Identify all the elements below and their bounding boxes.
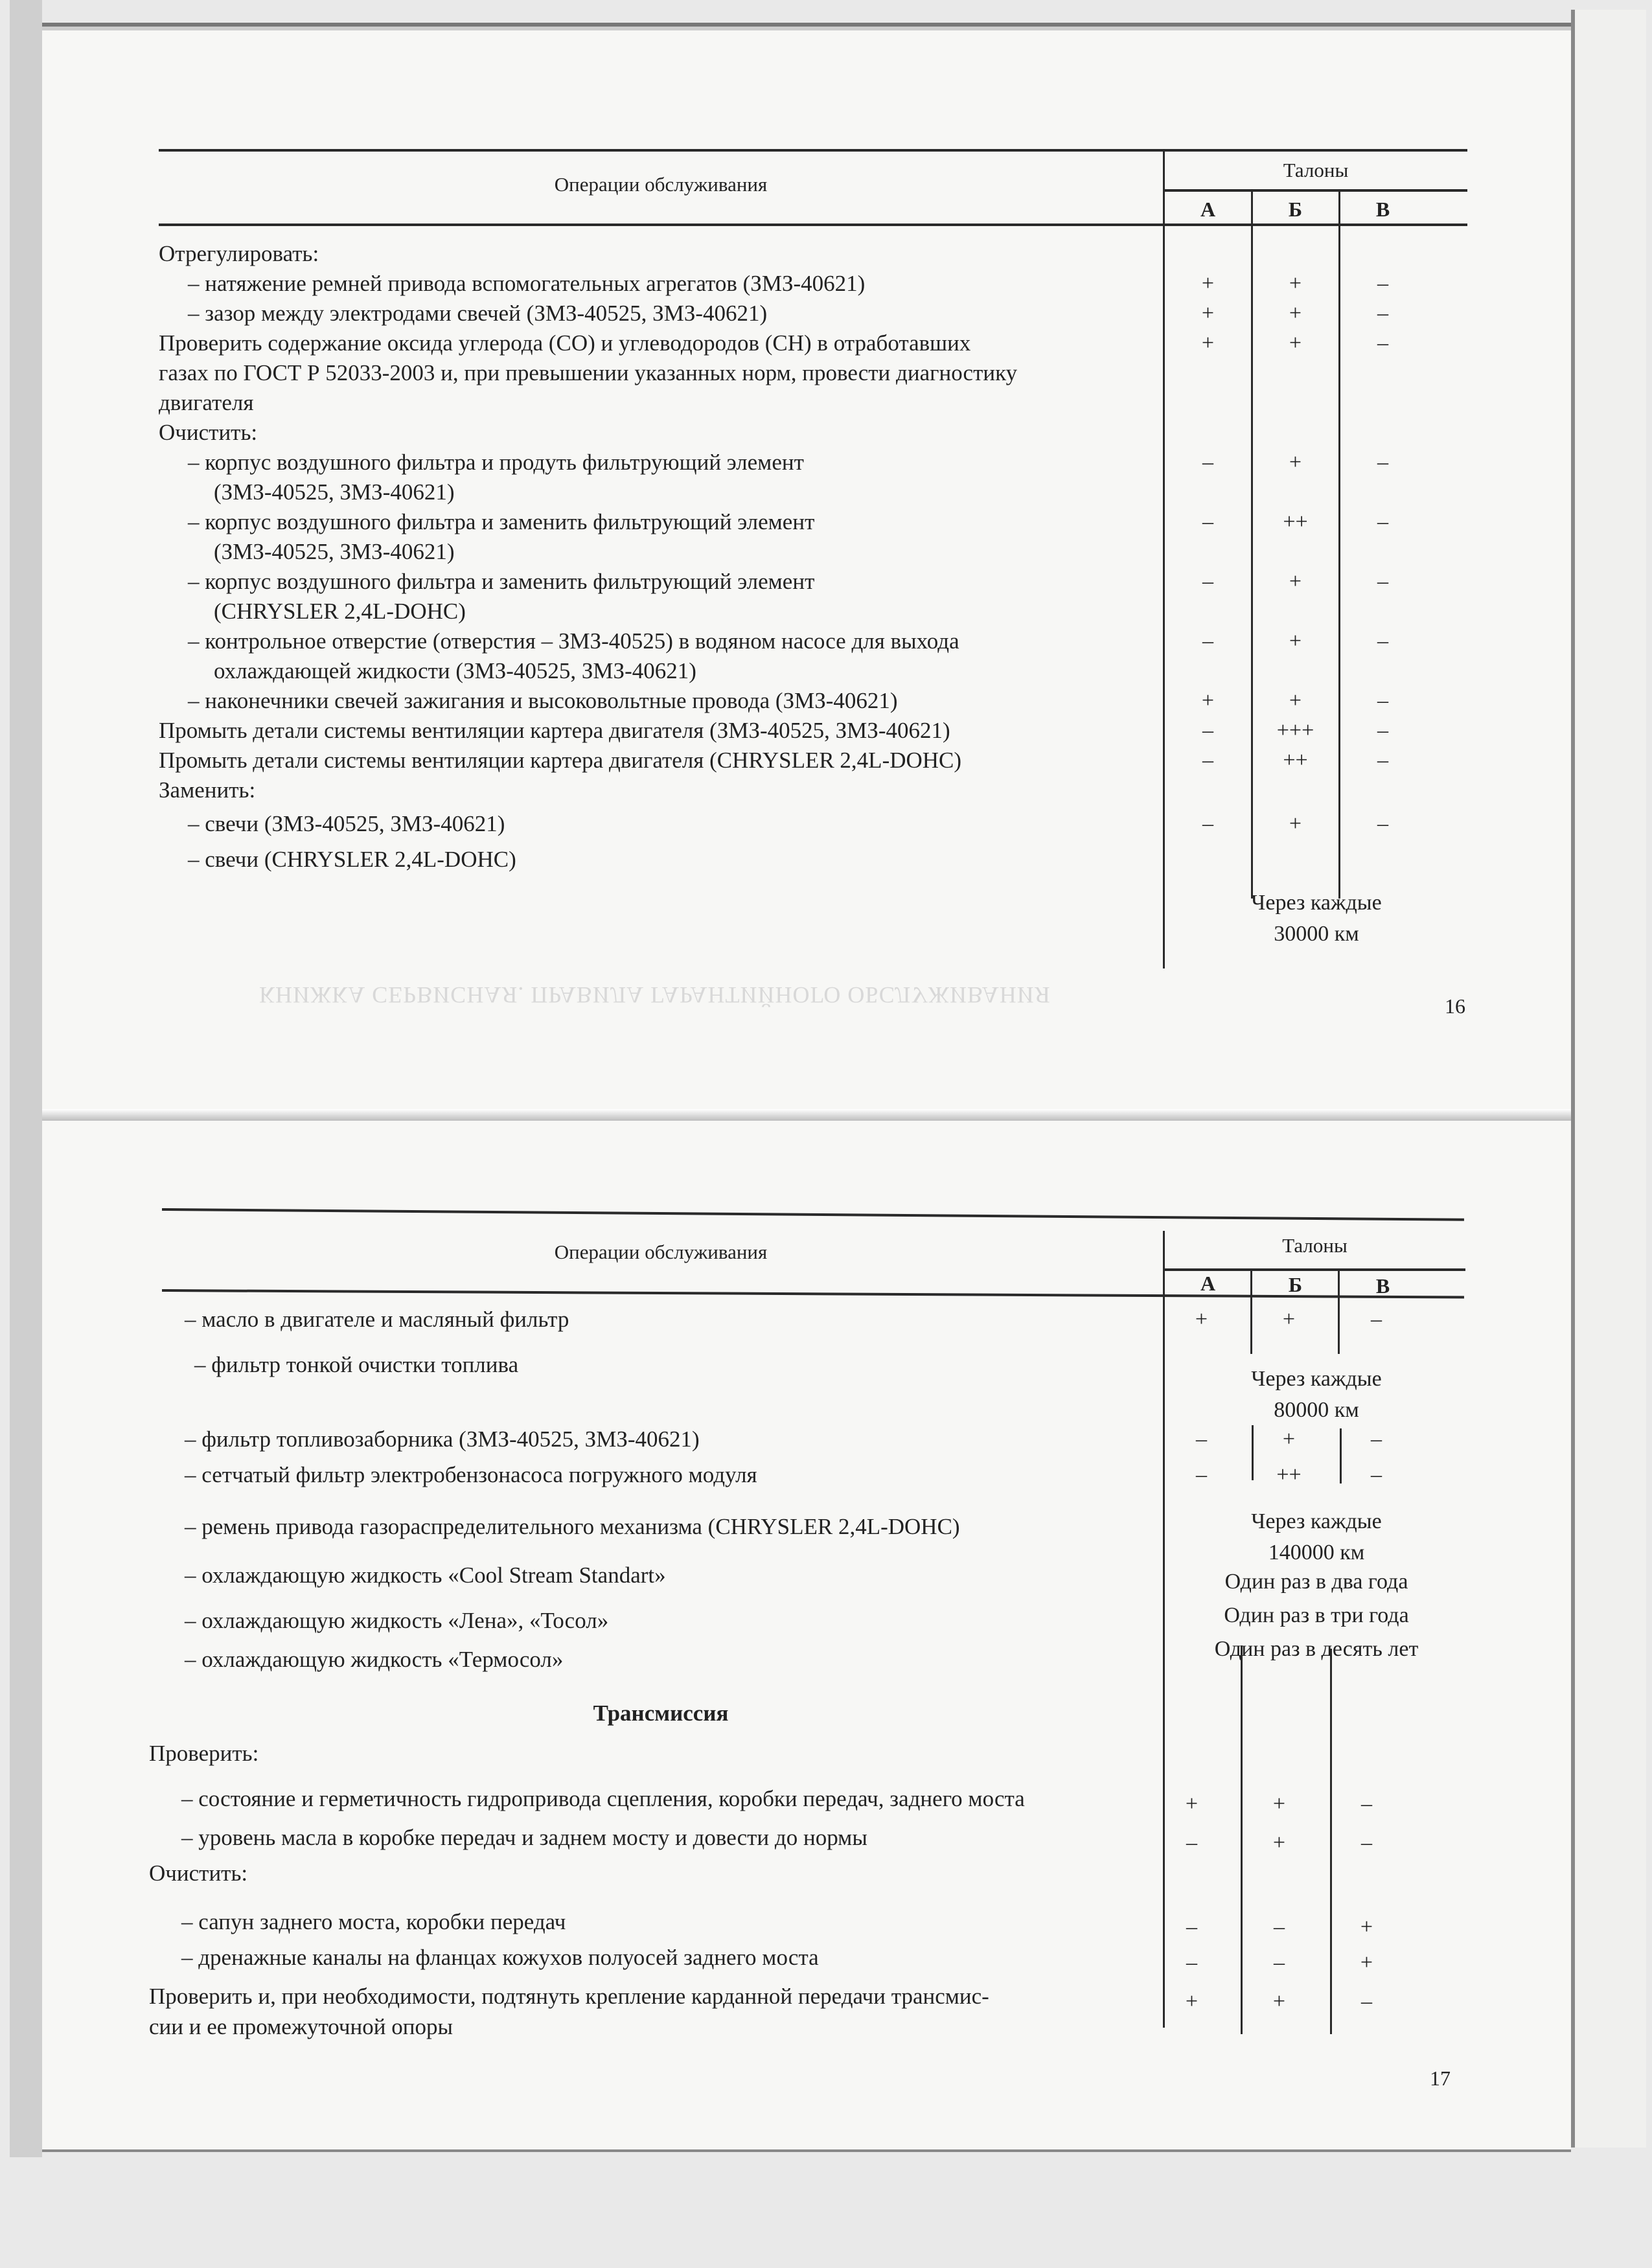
header-coupons: Талоны [1282,1234,1348,1257]
coupon-v-mark: – [1377,689,1388,713]
interval-note-80000 [1164,1364,1469,1426]
binding-edge [1571,10,1646,2148]
coupon-a-mark: + [1185,1989,1199,2013]
operation-text: – свечи (CHRYSLER 2,4L-DOHC) [188,847,516,872]
coupon-a-mark: – [1196,1427,1207,1451]
coupon-v-mark: – [1377,748,1388,772]
coupon-v-mark: – [1361,1792,1372,1816]
coupon-a-mark: + [1201,271,1215,295]
coupon-a-mark: + [1201,301,1215,325]
operation-text: – натяжение ремней привода вспомогательных агрегатов (ЗМЗ-40621) [188,271,866,296]
coupon-b-mark: ++ [1283,748,1308,772]
interval-note-three-years: Один раз в три года [1224,1603,1409,1627]
table-top-rule [159,149,1467,152]
interval-note-line1: Через каждые [1251,1367,1382,1391]
interval-note-two-years: Один раз в два года [1224,1570,1408,1594]
coupon-v-mark: – [1377,629,1388,653]
coupon-b-mark: + [1289,271,1302,295]
coupon-a-mark: – [1202,450,1213,474]
coupon-b-mark: + [1289,569,1302,593]
operation-text: Очистить: [149,1861,248,1886]
coupon-b-mark: + [1289,301,1302,325]
operation-text: газах по ГОСТ Р 52033-2003 и, при превышении указанных норм, провести диагностику [159,360,1018,385]
coupon-v-mark: – [1361,1989,1372,2013]
header-col-b: Б [1288,198,1303,221]
operation-text: (ЗМЗ-40525, ЗМЗ-40621) [214,539,455,564]
coupon-b-mark: + [1289,450,1302,474]
operation-text: Заменить: [159,777,256,803]
operation-text: – зазор между электродами свечей (ЗМЗ-40525, ЗМЗ-40621) [188,301,768,326]
coupon-b-mark: +++ [1276,718,1314,742]
operation-text: охлаждающей жидкости (ЗМЗ-40525, ЗМЗ-40621) [214,658,696,683]
operation-text: – корпус воздушного фильтра и продуть фильтрующий элемент [188,450,804,475]
page-number-17: 17 [1430,2067,1451,2090]
operation-text: – корпус воздушного фильтра и заменить фильтрующий элемент [188,569,815,594]
operation-text: – корпус воздушного фильтра и заменить фильтрующий элемент [188,509,815,534]
coupon-a-mark: – [1202,748,1213,772]
header-coupons: Талоны [1283,159,1349,181]
coupon-v-mark: – [1377,450,1388,474]
interval-note-line2: 80000 км [1274,1398,1359,1422]
operation-text: – фильтр топливозаборника (ЗМЗ-40525, ЗМЗ-40621) [185,1426,700,1452]
coupon-b-mark: + [1272,1989,1286,2013]
coupon-v-mark: – [1361,1831,1372,1855]
coupon-v-mark: – [1377,301,1388,325]
coupon-b-mark: + [1272,1792,1286,1816]
coupon-b-mark: + [1289,812,1302,836]
coupons-rule [1164,189,1467,192]
interval-note-line2: 30000 км [1274,922,1359,946]
header-col-b: Б [1288,1273,1303,1296]
operation-text: – охлаждающую жидкость «Cool Stream Standart» [185,1563,666,1588]
operation-text: Отрегулировать: [159,241,319,266]
operation-text: – фильтр тонкой очистки топлива [194,1352,519,1377]
header-operations: Операции обслуживания [554,1241,768,1263]
operation-text: Проверить и, при необходимости, подтянуть крепление карданной передачи трансмис- [149,1984,989,2009]
operation-text: – охлаждающую жидкость «Лена», «Тосол» [185,1608,609,1633]
coupon-b-mark: + [1289,689,1302,713]
section-title-transmission: Трансмиссия [593,1701,729,1726]
operation-text: Очистить: [159,420,258,445]
operation-text: – сетчатый фильтр электробензонасоса погружного модуля [185,1462,757,1487]
interval-note-140000 [1164,1506,1469,1568]
header-col-a: А [1200,1272,1216,1295]
interval-note-30000 [1164,888,1469,950]
operation-text: – контрольное отверстие (отверстия – ЗМЗ-40525) в водяном насосе для выхода [188,628,959,654]
coupon-v-mark: – [1377,812,1388,836]
coupon-b-mark: + [1289,331,1302,355]
operation-text: Проверить: [149,1741,259,1766]
interval-note-line1: Через каждые [1251,1509,1382,1533]
operation-text: сии и ее промежуточной опоры [149,2014,453,2039]
coupon-v-mark: – [1377,510,1388,534]
coupon-a-mark: – [1202,718,1213,742]
coupon-a-mark: – [1202,629,1213,653]
coupon-a-mark: – [1202,510,1213,534]
coupon-v-mark: – [1371,1463,1382,1487]
coupon-a-mark: – [1196,1463,1207,1487]
coupon-b-mark: ++ [1283,510,1308,534]
coupon-b-mark: + [1282,1427,1296,1451]
coupon-a-mark: – [1186,1831,1197,1855]
header-col-a: А [1200,198,1216,221]
operation-text: – дренажные каналы на фланцах кожухов полуосей заднего моста [181,1945,819,1970]
coupon-a-mark: – [1186,1915,1197,1939]
coupon-a-mark: + [1195,1307,1208,1331]
coupon-a-mark: – [1186,1951,1197,1975]
coupon-b-mark: ++ [1276,1463,1302,1487]
operation-text: Проверить содержание оксида углерода (СО) и углеводородов (СН) в отработавших [159,330,971,356]
operation-text: Промыть детали системы вентиляции картера двигателя (ЗМЗ-40525, ЗМЗ-40621) [159,718,950,743]
coupon-v-mark: – [1377,331,1388,355]
header-col-v: В [1375,198,1390,221]
coupon-b-mark: + [1282,1307,1296,1331]
coupon-v-mark: – [1371,1307,1382,1331]
header-bottom-rule [159,223,1467,226]
coupon-v-mark: + [1360,1951,1373,1975]
coupon-v-mark: – [1371,1427,1382,1451]
coupon-v-mark: – [1377,271,1388,295]
interval-note-ten-years: Один раз в десять лет [1214,1637,1419,1661]
coupon-b-mark: + [1289,629,1302,653]
operation-text: – наконечники свечей зажигания и высоковольтные провода (ЗМЗ-40621) [188,688,898,713]
coupon-v-mark: – [1377,569,1388,593]
interval-note-line2: 140000 км [1268,1541,1365,1564]
operation-text: (CHRYSLER 2,4L-DOHC) [214,599,466,624]
page-number-16: 16 [1445,994,1465,1018]
coupon-b-mark: – [1274,1915,1285,1939]
coupon-b-mark: – [1274,1951,1285,1975]
header-col-v: В [1375,1274,1390,1298]
operation-text: двигателя [159,390,254,415]
header-operations: Операции обслуживания [554,173,768,196]
coupon-v-mark: + [1360,1915,1373,1939]
operation-text: – масло в двигателе и масляный фильтр [185,1307,569,1332]
scanner-border [10,0,42,2157]
coupon-a-mark: + [1185,1792,1199,1816]
coupons-rule [1164,1268,1465,1271]
coupon-v-mark: – [1377,718,1388,742]
coupon-a-mark: + [1201,689,1215,713]
operation-text: – охлаждающую жидкость «Термосол» [185,1647,564,1672]
operation-text: – свечи (ЗМЗ-40525, ЗМЗ-40621) [188,811,505,836]
coupon-b-mark: + [1272,1831,1286,1855]
bleed-through-heading: КНИЖКА СЕРВИСНАЯ. ПРАВИЛА ГАРАНТИЙНОГО ОБСЛУЖИВАНИЯ [259,982,1051,1008]
operation-text: – состояние и герметичность гидропривода сцепления, коробки передач, заднего моста [181,1786,1025,1811]
operation-text: (ЗМЗ-40525, ЗМЗ-40621) [214,479,455,505]
coupon-a-mark: – [1202,812,1213,836]
operation-text: – уровень масла в коробке передач и заднем мосту и довести до нормы [181,1825,867,1850]
operation-text: – сапун заднего моста, коробки передач [181,1909,566,1934]
coupon-a-mark: + [1201,331,1215,355]
page-fold [42,1109,1571,1121]
interval-note-line1: Через каждые [1251,891,1382,915]
operation-text: Промыть детали системы вентиляции картера двигателя (CHRYSLER 2,4L-DOHC) [159,748,962,773]
operation-text: – ремень привода газораспределительного механизма (CHRYSLER 2,4L-DOHC) [185,1514,960,1539]
coupon-a-mark: – [1202,569,1213,593]
